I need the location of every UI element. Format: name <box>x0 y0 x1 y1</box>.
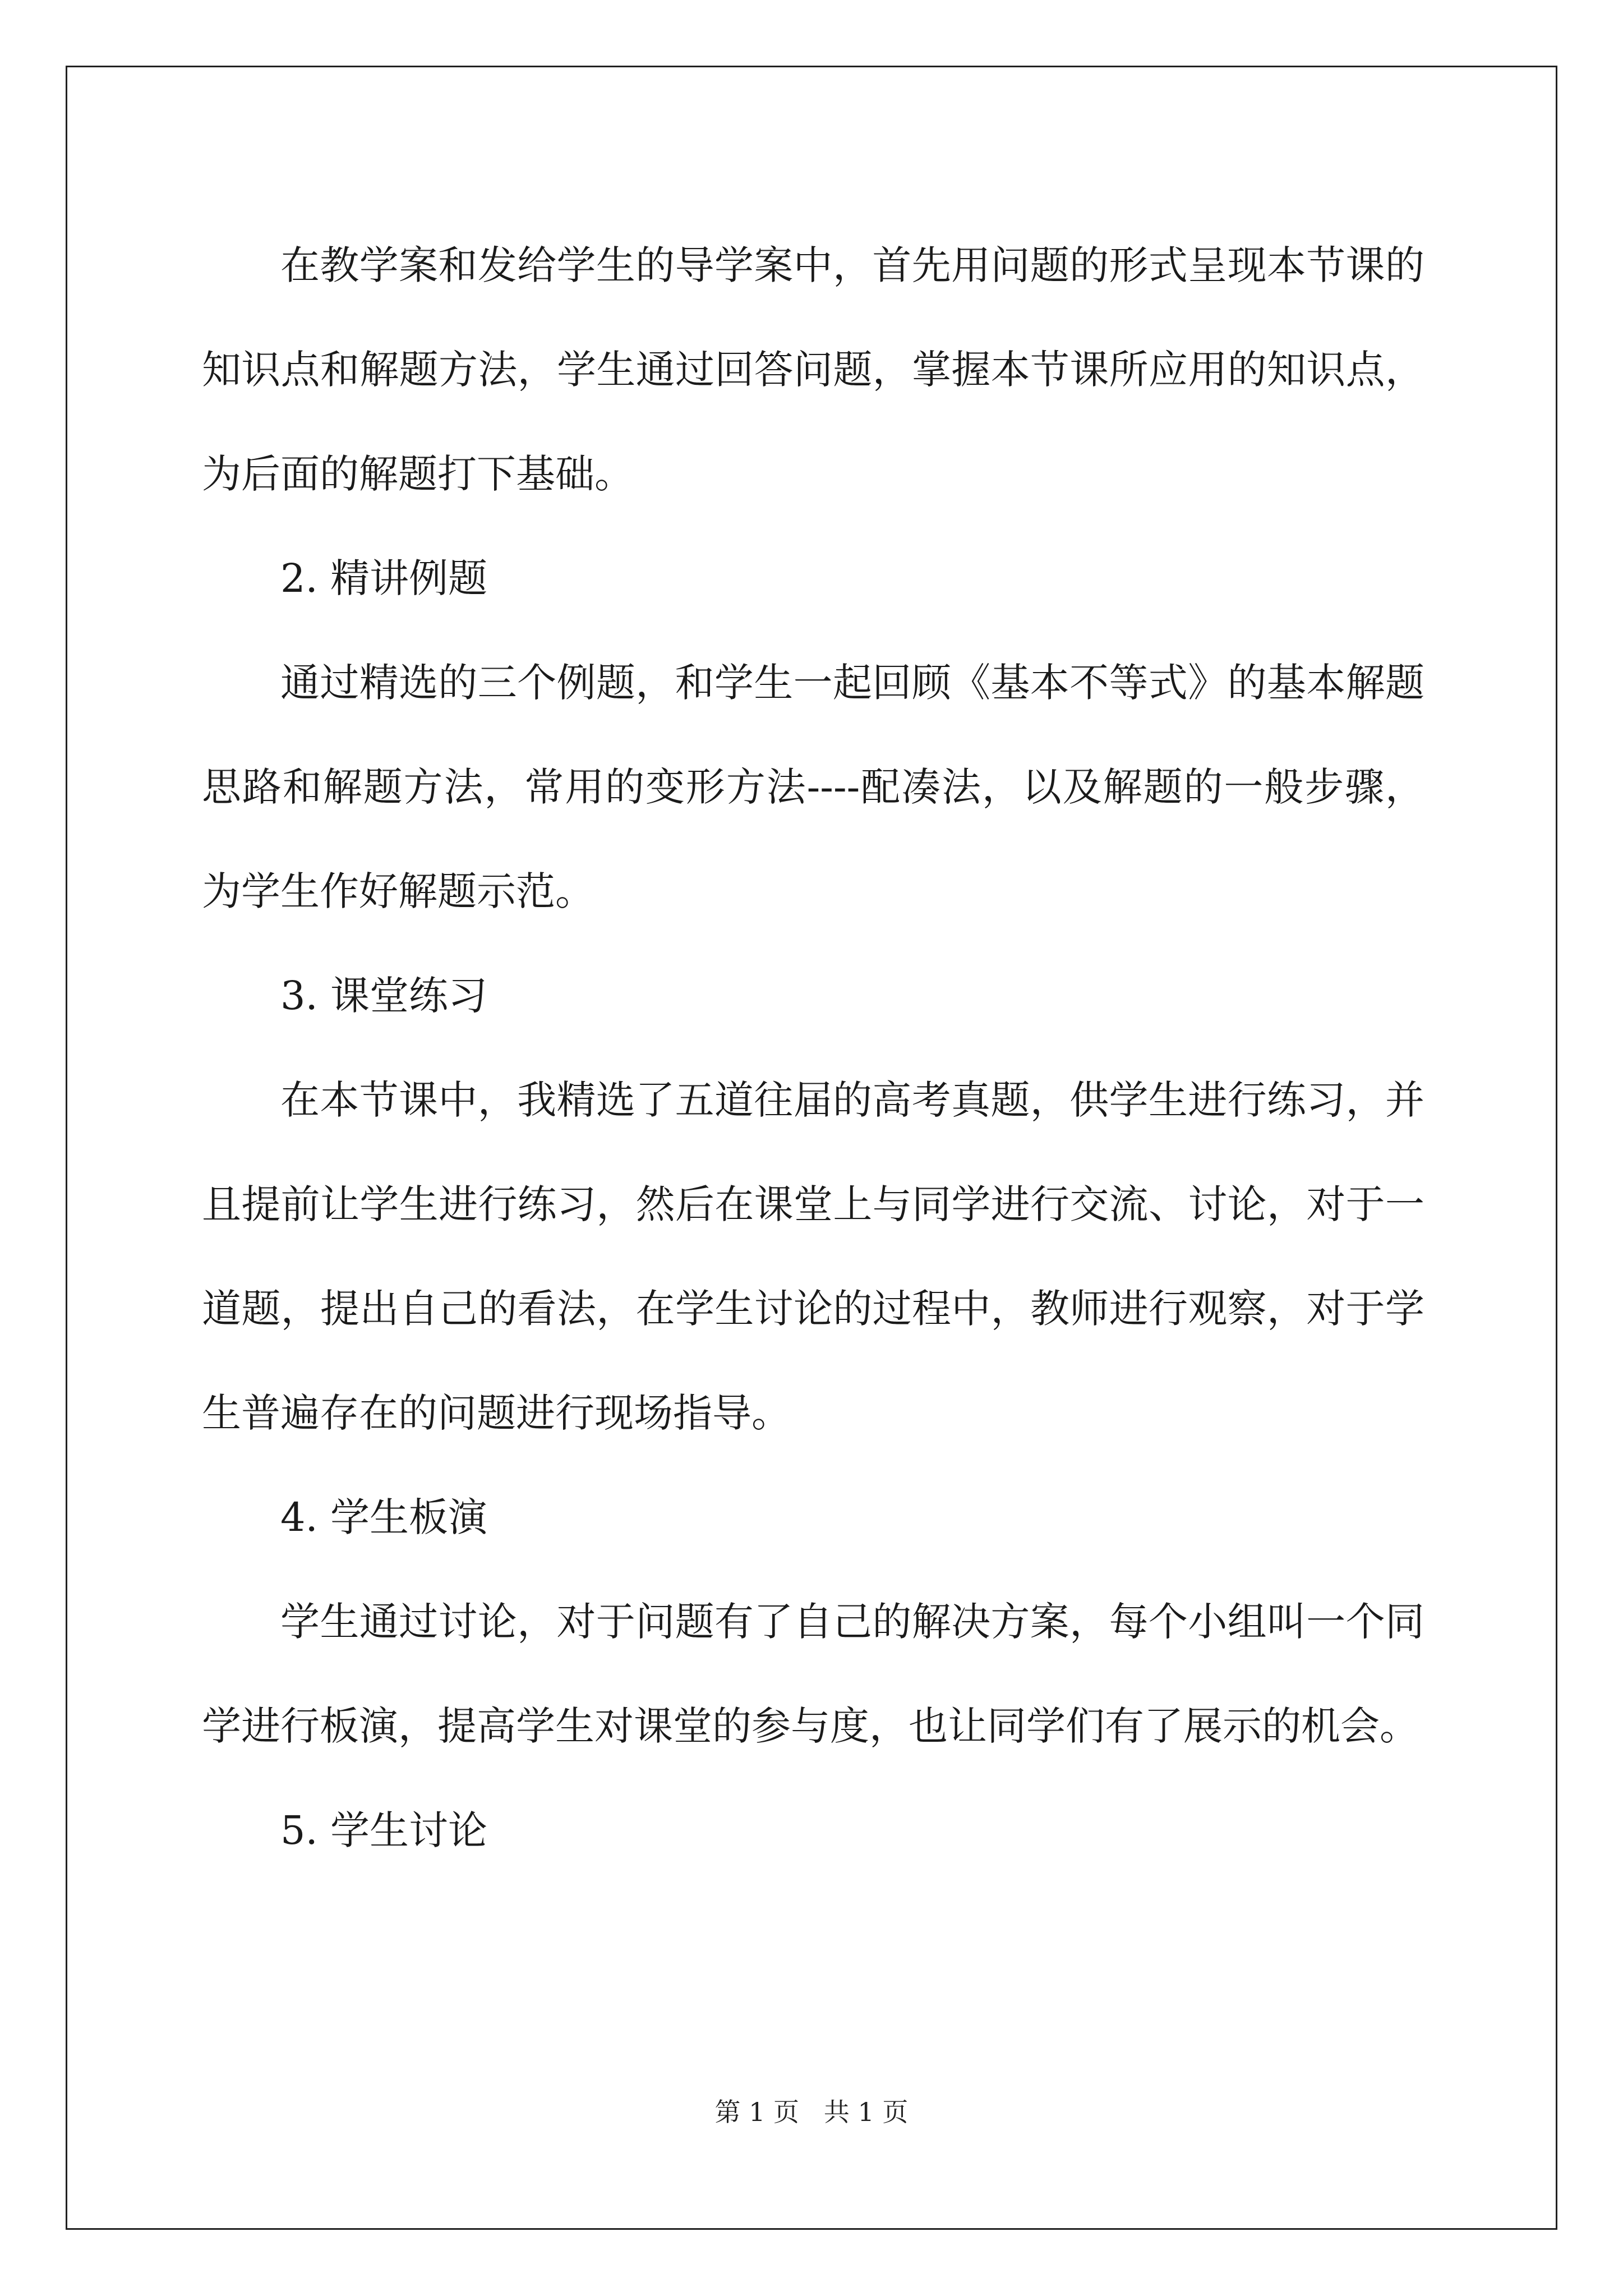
section-heading-5: 5. 学生讨论 <box>280 1807 488 1853</box>
paragraph-practice: 在本节课中，我精选了五道往届的高考真题，供学生进行练习，并且提前让学生进行练习，然后在课堂上与同学进行交流、讨论，对于一道题，提出自己的看法，在学生讨论的过程中，教师进行观察，对于学生普遍存在的问题进行现场指导。 <box>202 1077 1424 1436</box>
section-heading-2: 2. 精讲例题 <box>280 555 488 601</box>
paragraph-examples: 通过精选的三个例题，和学生一起回顾《基本不等式》的基本解题思路和解题方法，常用的变形方法----配凑法，以及解题的一般步骤，为学生作好解题示范。 <box>202 660 1424 914</box>
section-heading-3: 3. 课堂练习 <box>280 973 488 1019</box>
document-body <box>202 213 1424 1883</box>
section-heading-4: 4. 学生板演 <box>280 1494 488 1540</box>
page-footer: 第 1 页 共 1 页 <box>714 2097 909 2127</box>
paragraph-intro: 在教学案和发给学生的导学案中，首先用问题的形式呈现本节课的知识点和解题方法，学生通过回答问题，掌握本节课所应用的知识点，为后面的解题打下基础。 <box>202 242 1424 497</box>
paragraph-board: 学生通过讨论，对于问题有了自己的解决方案，每个小组叫一个同学进行板演，提高学生对课堂的参与度，也让同学们有了展示的机会。 <box>202 1599 1424 1749</box>
